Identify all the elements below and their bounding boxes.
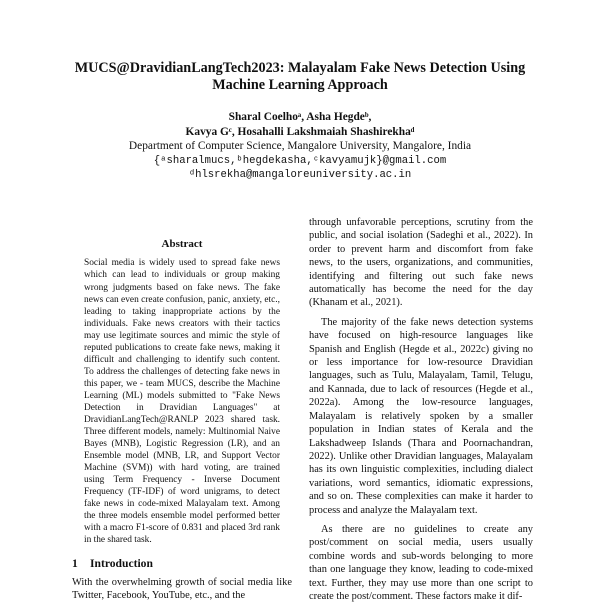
intro-paragraph-2: The majority of the fake news detection systems have focused on high-resource languages like Spanish and English (Hegde et al., 2022c) giving no or less importance for low-resource Dravidian languages, such as Tulu, Malayalam, Tamil, Telugu, and Kannada, due to lack of resources (Hegde et al., 2022a). Among the low-resource languages, Malayalam is relatively spoken by a smaller population in Indian states of Kerala and the Lakshadweep Islands (Thara and Poornachandran, 2022). Unlike other Dravidian languages, Malayalam has its own linguistic complexities, including dialect variations, word semantics, idiomatic expressions, and so on. These complexities can make it harder to process and analyze the Malayalam text. [309, 316, 533, 516]
section-title: Introduction [90, 556, 153, 570]
intro-paragraph-1: With the overwhelming growth of social media like Twitter, Facebook, YouTube, etc., and the [72, 576, 292, 602]
email-line-1: {ᵃsharalmucs,ᵇhegdekasha,ᶜkavyamujk}@gmail.com [153, 154, 447, 167]
section-number: 1 [72, 556, 78, 570]
paper-title [40, 60, 560, 94]
title-line-1: MUCS@DravidianLangTech2023: Malayalam Fake News Detection Using [74, 60, 526, 76]
author-block [40, 110, 560, 183]
title-line-2: Machine Learning Approach [212, 77, 388, 93]
right-column [309, 216, 533, 603]
email-line-2: ᵈhlsrekha@mangaloreuniversity.ac.in [188, 169, 412, 181]
left-column [72, 238, 292, 603]
abstract-text: Social media is widely used to spread fake news which can lead to individuals or group making wrong judgments based on fake news. The fake news can even create confusion, panic, anxiety, etc., leading to taking inappropriate actions by the individuals. Fake news creators with their tactics may use legitimate sources and mimic the style of reputed publications to create fake news, making it difficult and challenging to identify such content. To address the challenges of detecting fake news in this paper, we - team MUCS, describe the Machine Learning (ML) models submitted to "Fake News Detection in Dravidian Languages" at DravidianLangTech@RANLP 2023 shared task. Three different models, namely: Multinomial Naive Bayes (MNB), Logistic Regression (LR), and an Ensemble model (MNB, LR, and Support Vector Machine (SVM)) with hard voting, are trained using Term Frequency - Inverse Document Frequency (TF-IDF) of word unigrams, to detect fake news in code-mixed Malayalam text. Among the three models ensemble model performed better with a macro F1-score of 0.831 and placed 3rd rank in the shared task. [84, 258, 280, 546]
authors-line-2: Kavya Gᶜ, Hosahalli Lakshmaiah Shashirekhaᵈ [185, 125, 415, 138]
intro-paragraph-1-continued: through unfavorable perceptions, scrutiny from the public, and social isolation (Sadeghi et al., 2022). In order to prevent harm and discomfort from fake news, to the users, organizations, and communities, identifying and filtering out such fake news automatically has become the need for the day (Khanam et al., 2021). [309, 217, 533, 309]
section-heading-introduction [72, 557, 292, 570]
authors-line-1: Sharal Coelhoᵃ, Asha Hegdeᵇ, [228, 111, 372, 123]
affiliation: Department of Computer Science, Mangalore University, Mangalore, India [128, 140, 472, 152]
intro-paragraph-3: As there are no guidelines to create any post/comment on social media, users usually combine words and sub-words belonging to more than one language they know, leading to code-mixed text. Further, they may use more than one script to create the post/comment. These factors make it dif- [309, 523, 533, 602]
abstract-heading: Abstract [161, 238, 203, 250]
